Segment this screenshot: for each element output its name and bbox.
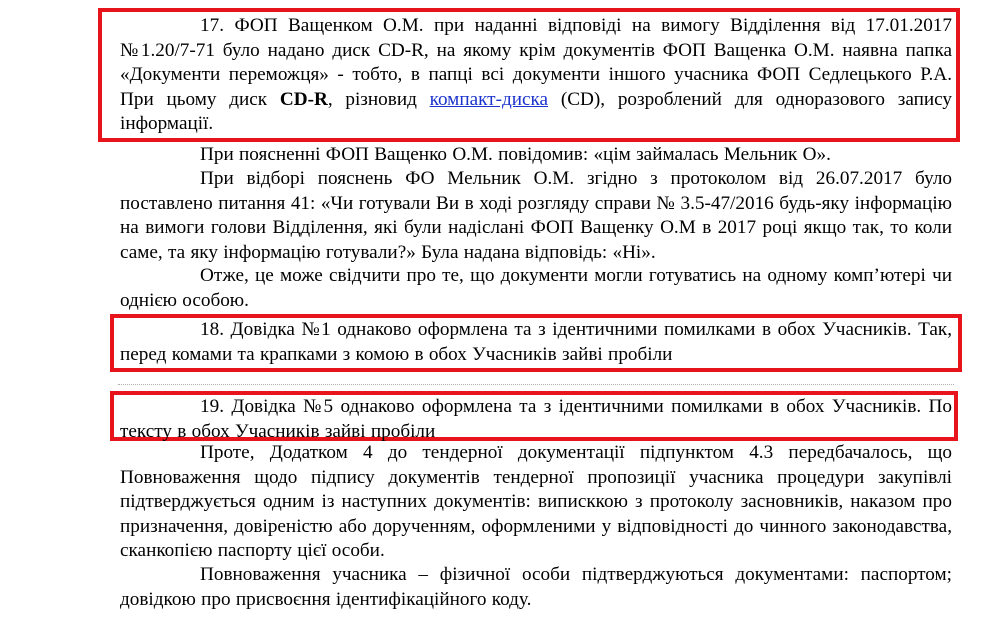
paragraph-explanation-vashchenko: При поясненні ФОП Ващенко О.М. повідомив: «цім займалась Мельник О». (200, 144, 831, 165)
paragraph-17-text-c: (CD), розроблений для одноразового запису інформації. (120, 88, 952, 134)
paragraph-individual-powers: Повноваження учасника – фізичної особи підтверджуються документами: паспортом; довідкою про присвоєння ідентифікаційного коду. (120, 564, 952, 610)
paragraph-tender-documentation: Проте, Додатком 4 до тендерної документації підпунктом 4.3 передбачалось, що Повноваження щодо підпису документів тендерної пропозиції учасника процедури закупівлі підтверджується одним із наступних документів: виписккою з протоколу засновників, наказом про призначення, довіреністю або дорученням, оформленими у відповідності до чинного законодавства, сканкопією паспорту цієї особи. (120, 442, 952, 561)
paragraph-18: 18. Довідка №1 однаково оформлена та з ідентичними помилками в обох Учасників. Так, перед комами та крапками з комою в обох Учасників зайві пробіли (120, 319, 952, 365)
paragraph-19: 19. Довідка №5 однаково оформлена та з ідентичними помилками в обох Учасників. По тексту в обох Учасників зайві пробіли (120, 396, 952, 442)
compact-disc-link[interactable]: компакт-диска (429, 88, 549, 110)
paragraph-explanation-melnyk: При відборі пояснень ФО Мельник О.М. згідно з протоколом від 26.07.2017 було поставлено питання 41: «Чи готували Ви в ході розгляду справи № 3.5-47/2016 будь-яку інформацію на вимоги голови Відділення, які були надіслані ФОП Ващенку О.М в 2017 році якщо так, то коли саме, та яку інформацію готували?» Була надана відповідь: «Ні». (120, 168, 952, 263)
page-break-separator (118, 384, 954, 385)
paragraph-17-bold-cdr: CD-R (279, 88, 328, 110)
paragraph-17-text-a: 17. ФОП Ващенком О.М. при наданні відповіді на вимогу Відділення від 17.01.2017 №1.20/7-71 було надано диск CD-R, на якому крім документів ФОП Ващенка О.М. наявна папка «Документи переможця» - тобто, в папці всі документи іншого учасника ФОП Седлецького Р.А. При цьому диск (120, 15, 952, 110)
paragraph-conclusion: Отже, це може свідчити про те, що документи могли готуватись на одному комп’ютері чи однією особою. (120, 265, 952, 311)
paragraph-17 (120, 14, 952, 137)
paragraph-17-text-b: , різновид (327, 88, 430, 110)
